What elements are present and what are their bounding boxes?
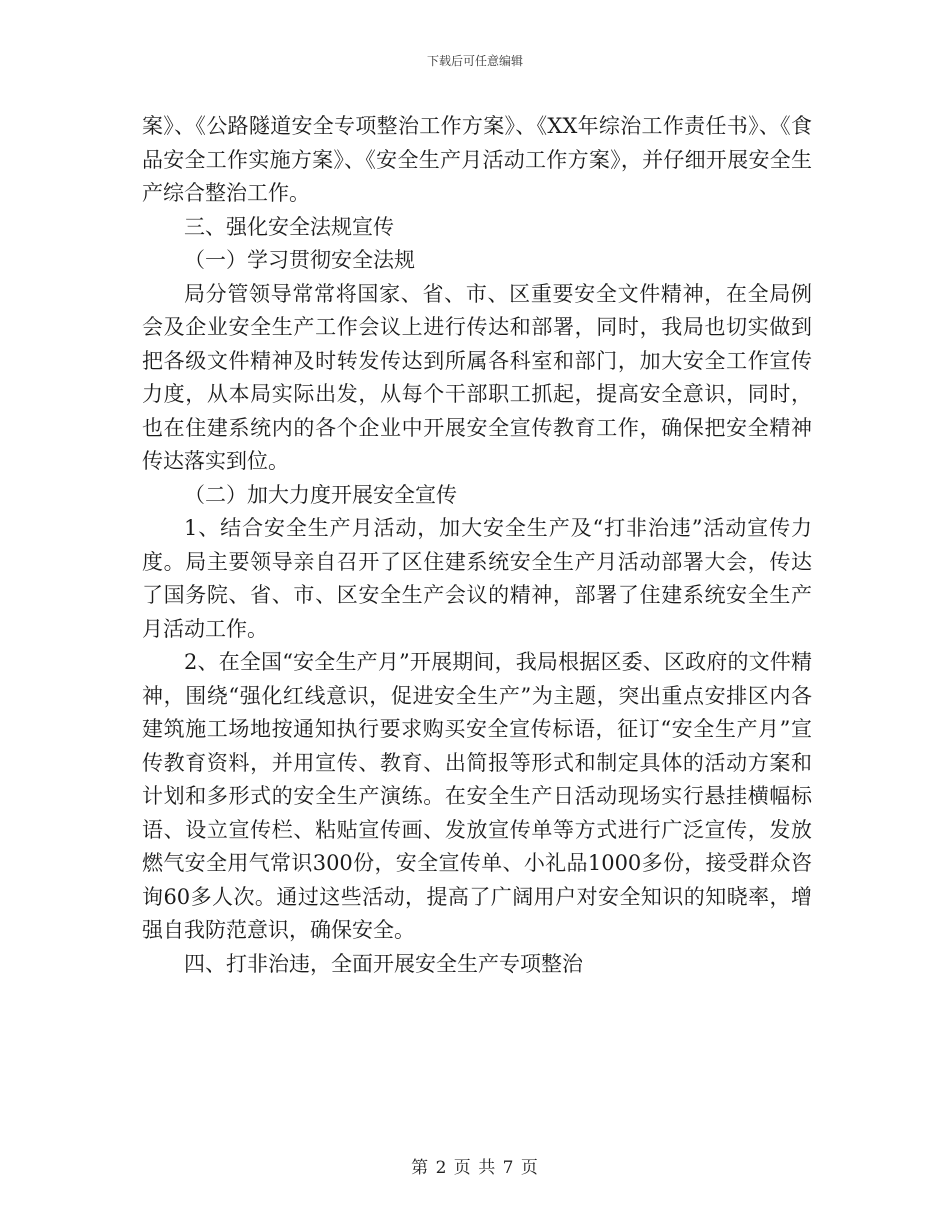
page-number-footer: 第 2 页 共 7 页 xyxy=(411,1158,539,1178)
section-heading-3: 三、强化安全法规宣传 xyxy=(184,214,394,239)
paragraph-item-2: 2、在全国“安全生产月”开展期间，我局根据区委、区政府的文件精神，围绕“强化红线意识，促进安全生产”为主题，突出重点安排区内各建筑施工场地按通知执行要求购买安全宣传标语，征订“安全生产月”宣传教育资料，并用宣传、教育、出简报等形式和制定具体的活动方案和计划和多形式的安全生产演练。在安全生产日活动现场实行悬挂横幅标语、设立宣传栏、粘贴宣传画、发放宣传单等方式进行广泛宣传，发放燃气安全用气常识300份，安全宣传单、小礼品1000多份，接受群众咨询60多人次。通过这些活动，提高了广阔用户对安全知识的知晓率，增强自我防范意识，确保安全。 xyxy=(142,650,812,942)
document-body xyxy=(142,110,812,981)
subsection-heading-2: （二）加大力度开展安全宣传 xyxy=(184,482,457,507)
subsection-heading-1: （一）学习贯彻安全法规 xyxy=(184,248,415,272)
section-heading-4: 四、打非治违，全面开展安全生产专项整治 xyxy=(184,951,583,976)
paragraph-item-1: 1、结合安全生产月活动，加大安全生产及“打非治违”活动宣传力度。局主要领导亲自召开了区住建系统安全生产月活动部署大会，传达了国务院、省、市、区安全生产会议的精神，部署了住建系统安全生产月活动工作。 xyxy=(142,516,812,641)
paragraph-continued: 案》、《公路隧道安全专项整治工作方案》、《XX年综治工作责任书》、《食品安全工作实施方案》、《安全生产月活动工作方案》，并仔细开展安全生产综合整治工作。 xyxy=(142,114,812,205)
page-header-note: 下载后可任意编辑 xyxy=(426,54,523,68)
paragraph-study-regulations: 局分管领导常常将国家、省、市、区重要安全文件精神，在全局例会及企业安全生产工作会议上进行传达和部署，同时，我局也切实做到把各级文件精神及时转发传达到所属各科室和部门，加大安全工作宣传力度，从本局实际出发，从每个干部职工抓起，提高安全意识，同时，也在住建系统内的各个企业中开展安全宣传教育工作，确保把安全精神传达落实到位。 xyxy=(142,281,812,473)
